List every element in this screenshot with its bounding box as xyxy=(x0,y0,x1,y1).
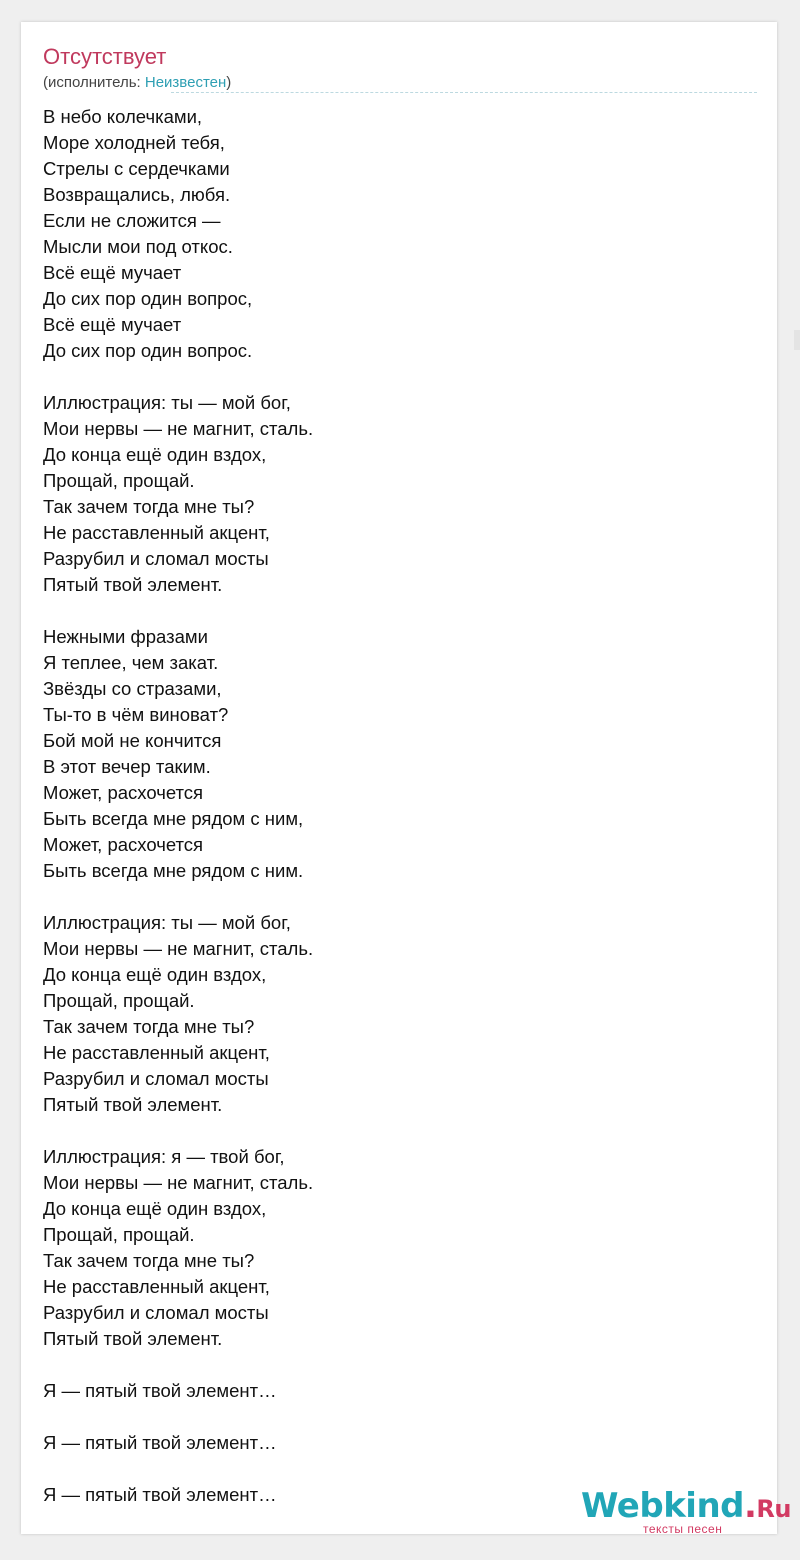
lyrics-line: До сих пор один вопрос. xyxy=(43,340,253,361)
lyrics-line: Пятый твой элемент. xyxy=(43,574,223,595)
lyrics-line: Разрубил и сломал мосты xyxy=(43,1068,269,1089)
lyrics-line: Возвращались, любя. xyxy=(43,184,231,205)
lyrics-line: Мои нервы — не магнит, сталь. xyxy=(43,938,314,959)
lyrics-line: Быть всегда мне рядом с ним, xyxy=(43,808,304,829)
lyrics-line: Я — пятый твой элемент… xyxy=(43,1432,277,1453)
performer-line xyxy=(43,73,231,93)
lyrics-text xyxy=(43,104,313,1508)
lyrics-line: Мои нервы — не магнит, сталь. xyxy=(43,418,314,439)
lyrics-blank-line xyxy=(43,598,313,624)
lyrics-line: До сих пор один вопрос, xyxy=(43,288,253,309)
logo-tld: Ru xyxy=(756,1495,791,1523)
lyrics-line: Всё ещё мучает xyxy=(43,314,182,335)
lyrics-blank-line xyxy=(43,1404,313,1430)
lyrics-line: Если не сложится — xyxy=(43,210,221,231)
performer-prefix: (исполнитель: xyxy=(43,74,145,91)
lyrics-line: Так зачем тогда мне ты? xyxy=(43,1250,255,1271)
lyrics-line: До конца ещё один вздох, xyxy=(43,444,267,465)
title-divider xyxy=(171,92,757,93)
lyrics-blank-line xyxy=(43,364,313,390)
logo-name: Webkind xyxy=(581,1486,744,1526)
lyrics-line: Нежными фразами xyxy=(43,626,208,647)
lyrics-line: Я — пятый твой элемент… xyxy=(43,1380,277,1401)
lyrics-blank-line xyxy=(43,884,313,910)
lyrics-line: Всё ещё мучает xyxy=(43,262,182,283)
lyrics-line: Разрубил и сломал мосты xyxy=(43,1302,269,1323)
lyrics-blank-line xyxy=(43,1118,313,1144)
lyrics-line: Быть всегда мне рядом с ним. xyxy=(43,860,304,881)
lyrics-line: Пятый твой элемент. xyxy=(43,1328,223,1349)
lyrics-line: Иллюстрация: ты — мой бог, xyxy=(43,392,291,413)
lyrics-line: Может, расхочется xyxy=(43,834,204,855)
lyrics-card xyxy=(21,22,791,1536)
lyrics-line: Я — пятый твой элемент… xyxy=(43,1484,277,1505)
lyrics-line: Мысли мои под откос. xyxy=(43,236,233,257)
lyrics-blank-line xyxy=(43,1352,313,1378)
lyrics-line: Не расставленный акцент, xyxy=(43,1276,270,1297)
performer-suffix: ) xyxy=(226,74,232,91)
lyrics-line: В этот вечер таким. xyxy=(43,756,211,777)
lyrics-blank-line xyxy=(43,1456,313,1482)
lyrics-line: Ты-то в чём виноват? xyxy=(43,704,229,725)
lyrics-line: Так зачем тогда мне ты? xyxy=(43,496,255,517)
lyrics-line: Так зачем тогда мне ты? xyxy=(43,1016,255,1037)
lyrics-line: Прощай, прощай. xyxy=(43,990,195,1011)
lyrics-line: Бой мой не кончится xyxy=(43,730,222,751)
scroll-edge xyxy=(794,330,800,350)
lyrics-line: Может, расхочется xyxy=(43,782,204,803)
lyrics-line: Не расставленный акцент, xyxy=(43,1042,270,1063)
lyrics-line: Я теплее, чем закат. xyxy=(43,652,219,673)
site-logo[interactable] xyxy=(581,1486,791,1536)
lyrics-line: В небо колечками, xyxy=(43,106,203,127)
lyrics-line: Мои нервы — не магнит, сталь. xyxy=(43,1172,314,1193)
lyrics-line: До конца ещё один вздох, xyxy=(43,1198,267,1219)
lyrics-line: Не расставленный акцент, xyxy=(43,522,270,543)
logo-dot: . xyxy=(744,1486,757,1526)
lyrics-line: Море холодней тебя, xyxy=(43,132,225,153)
lyrics-line: Стрелы с сердечками xyxy=(43,158,230,179)
lyrics-line: Иллюстрация: ты — мой бог, xyxy=(43,912,291,933)
lyrics-line: Прощай, прощай. xyxy=(43,1224,195,1245)
performer-link[interactable]: Неизвестен xyxy=(144,74,227,91)
lyrics-line: Прощай, прощай. xyxy=(43,470,195,491)
lyrics-line: Пятый твой элемент. xyxy=(43,1094,223,1115)
lyrics-line: До конца ещё один вздох, xyxy=(43,964,267,985)
lyrics-line: Иллюстрация: я — твой бог, xyxy=(43,1146,285,1167)
lyrics-line: Разрубил и сломал мосты xyxy=(43,548,269,569)
song-title: Отсутствует xyxy=(43,44,167,69)
lyrics-line: Звёзды со стразами, xyxy=(43,678,222,699)
logo-tagline: тексты песен xyxy=(643,1522,723,1536)
